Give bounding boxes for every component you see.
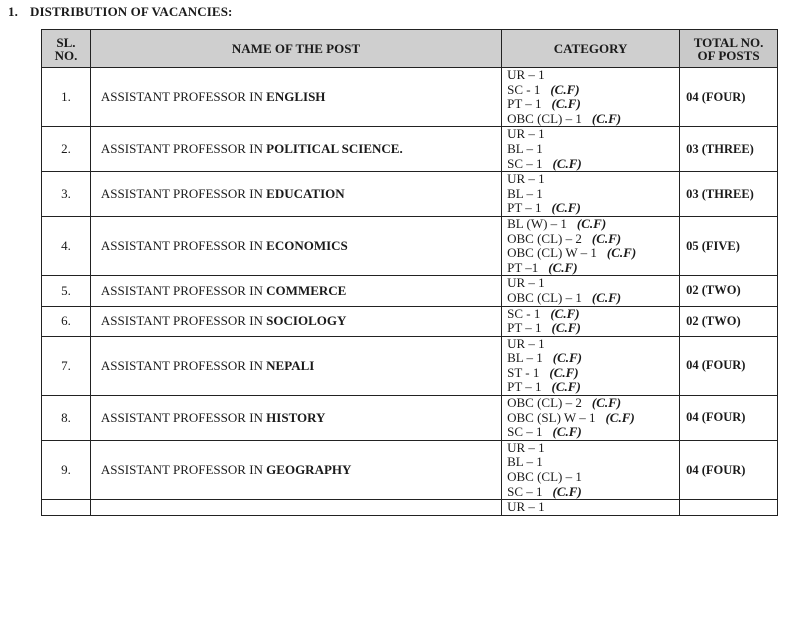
post-name-prefix: ASSISTANT PROFESSOR IN [100, 357, 267, 373]
carry-forward-marker: (C.F) [591, 230, 622, 246]
table-row [42, 127, 778, 172]
category-line [507, 396, 679, 411]
cell-category [502, 440, 680, 499]
category-text: SC – 1 [507, 483, 543, 499]
category-line [507, 455, 679, 470]
post-subject: GEOGRAPHY [266, 462, 352, 478]
post-name-prefix: ASSISTANT PROFESSOR IN [100, 186, 267, 202]
cell-total-posts: 02 (TWO) [680, 306, 778, 336]
category-text: PT – 1 [507, 96, 542, 112]
cell-total-posts: 05 (FIVE) [680, 216, 778, 275]
cell-total-posts: 04 (FOUR) [680, 336, 778, 395]
cell-sl-no: 2. [42, 127, 91, 172]
carry-forward-marker: (C.F) [550, 81, 580, 97]
post-name-prefix: ASSISTANT PROFESSOR IN [100, 282, 267, 298]
category-line [507, 261, 679, 276]
cell-post-name [90, 276, 501, 306]
category-line [507, 321, 679, 336]
table-row [42, 500, 778, 516]
category-line [507, 291, 679, 306]
category-text: BL (W) – 1 [507, 215, 567, 231]
cell-sl-no: 5. [42, 276, 91, 306]
carry-forward-marker: (C.F) [606, 245, 637, 261]
post-name-prefix: ASSISTANT PROFESSOR IN [100, 313, 267, 329]
category-text: OBC (CL) – 2 [507, 395, 582, 411]
carry-forward-marker: (C.F) [551, 96, 581, 112]
category-text: BL – 1 [507, 140, 543, 156]
section-title: DISTRIBUTION OF VACANCIES: [30, 4, 233, 19]
category-text: OBC (SL) W – 1 [507, 409, 596, 425]
cell-sl-no: 6. [42, 306, 91, 336]
post-name-prefix: ASSISTANT PROFESSOR IN [100, 141, 267, 157]
cell-sl-no: 8. [42, 396, 91, 441]
category-line [507, 380, 679, 395]
cell-sl-no: 1. [42, 68, 91, 127]
category-text: UR – 1 [507, 67, 545, 82]
post-name-prefix: ASSISTANT PROFESSOR IN [100, 238, 267, 254]
post-subject: EDUCATION [266, 186, 345, 202]
category-line [507, 276, 679, 291]
cell-sl-no [42, 500, 91, 516]
cell-category [502, 68, 680, 127]
category-line [507, 366, 679, 381]
category-line [507, 201, 679, 216]
category-line [507, 187, 679, 202]
cell-category [502, 276, 680, 306]
category-line [507, 470, 679, 485]
category-text: BL – 1 [507, 454, 543, 470]
category-line [507, 112, 679, 127]
cell-post-name [90, 336, 501, 395]
cell-category [502, 396, 680, 441]
carry-forward-marker: (C.F) [591, 110, 622, 126]
cell-post-name [90, 500, 501, 516]
post-subject: NEPALI [266, 357, 315, 373]
carry-forward-marker: (C.F) [550, 305, 580, 321]
cell-post-name [90, 172, 501, 217]
category-text: SC – 1 [507, 424, 543, 440]
category-text: UR – 1 [507, 335, 545, 351]
category-line [507, 411, 679, 426]
category-line [507, 83, 679, 98]
post-name-prefix: ASSISTANT PROFESSOR IN [100, 89, 267, 105]
category-text: OBC (CL) W – 1 [507, 245, 597, 261]
cell-sl-no: 7. [42, 336, 91, 395]
column-header-sl-no: SL. NO. [42, 30, 91, 68]
category-line [507, 441, 679, 456]
carry-forward-marker: (C.F) [605, 409, 635, 425]
table-row [42, 306, 778, 336]
cell-sl-no: 4. [42, 216, 91, 275]
cell-total-posts: 02 (TWO) [680, 276, 778, 306]
cell-category [502, 216, 680, 275]
carry-forward-marker: (C.F) [591, 289, 622, 305]
cell-category [502, 127, 680, 172]
post-name-prefix: ASSISTANT PROFESSOR IN [100, 409, 267, 425]
category-text: PT – 1 [507, 200, 542, 216]
post-subject: POLITICAL SCIENCE. [266, 141, 403, 157]
category-line [507, 172, 679, 187]
cell-category [502, 306, 680, 336]
cell-post-name [90, 127, 501, 172]
category-line [507, 425, 679, 440]
cell-post-name [90, 396, 501, 441]
carry-forward-marker: (C.F) [552, 424, 582, 440]
table-row [42, 276, 778, 306]
category-line [507, 351, 679, 366]
cell-post-name [90, 68, 501, 127]
category-text: BL – 1 [507, 185, 543, 201]
vacancy-table [41, 29, 778, 516]
table-header [42, 30, 778, 68]
cell-category [502, 172, 680, 217]
post-subject: ECONOMICS [266, 238, 348, 254]
category-line [507, 157, 679, 172]
category-line [507, 68, 679, 83]
cell-total-posts: 04 (FOUR) [680, 440, 778, 499]
category-text: UR – 1 [507, 439, 545, 455]
cell-category [502, 500, 680, 516]
post-subject: SOCIOLOGY [266, 313, 347, 329]
category-line [507, 217, 679, 232]
category-line [507, 97, 679, 112]
cell-post-name [90, 216, 501, 275]
section-number: 1. [8, 4, 18, 19]
category-line [507, 307, 679, 322]
category-line [507, 485, 679, 500]
column-header-total-posts: TOTAL NO. OF POSTS [680, 30, 778, 68]
table-row [42, 172, 778, 217]
post-subject: HISTORY [266, 409, 326, 425]
carry-forward-marker: (C.F) [551, 320, 581, 336]
cell-post-name [90, 440, 501, 499]
cell-total-posts [680, 500, 778, 516]
carry-forward-marker: (C.F) [576, 215, 607, 231]
category-text: PT –1 [507, 259, 539, 275]
carry-forward-marker: (C.F) [548, 259, 578, 275]
table-body [42, 68, 778, 516]
column-header-post-name: NAME OF THE POST [90, 30, 501, 68]
category-line [507, 500, 679, 515]
category-line [507, 232, 679, 247]
category-text: OBC (CL) – 2 [507, 230, 582, 246]
post-subject: COMMERCE [266, 282, 347, 298]
category-text: SC – 1 [507, 155, 543, 171]
category-text: OBC (CL) – 1 [507, 469, 582, 485]
cell-sl-no: 3. [42, 172, 91, 217]
table-row [42, 396, 778, 441]
carry-forward-marker: (C.F) [552, 350, 582, 366]
cell-total-posts: 04 (FOUR) [680, 396, 778, 441]
category-text: ST - 1 [507, 364, 540, 380]
cell-category [502, 336, 680, 395]
column-header-category: CATEGORY [502, 30, 680, 68]
category-text: UR – 1 [507, 126, 545, 142]
cell-sl-no: 9. [42, 440, 91, 499]
post-subject: ENGLISH [266, 89, 326, 105]
carry-forward-marker: (C.F) [549, 364, 579, 380]
category-text: UR – 1 [507, 275, 545, 291]
category-text: OBC (CL) – 1 [507, 110, 582, 126]
carry-forward-marker: (C.F) [552, 483, 582, 499]
carry-forward-marker: (C.F) [552, 155, 582, 171]
cell-total-posts: 03 (THREE) [680, 127, 778, 172]
category-text: PT – 1 [507, 320, 542, 336]
table-row [42, 440, 778, 499]
carry-forward-marker: (C.F) [551, 200, 581, 216]
category-text: OBC (CL) – 1 [507, 289, 582, 305]
category-text: UR – 1 [507, 171, 545, 187]
category-line [507, 337, 679, 352]
table-row [42, 336, 778, 395]
post-name-prefix: ASSISTANT PROFESSOR IN [100, 462, 267, 478]
category-line [507, 142, 679, 157]
category-text: BL – 1 [507, 350, 543, 366]
carry-forward-marker: (C.F) [551, 379, 581, 395]
category-text: UR – 1 [507, 499, 545, 515]
category-line [507, 127, 679, 142]
category-text: PT – 1 [507, 379, 542, 395]
cell-total-posts: 04 (FOUR) [680, 68, 778, 127]
category-text: SC - 1 [507, 81, 541, 97]
cell-post-name [90, 306, 501, 336]
category-line [507, 246, 679, 261]
category-text: SC - 1 [507, 305, 541, 321]
header-row [42, 30, 778, 68]
cell-total-posts: 03 (THREE) [680, 172, 778, 217]
section-heading [8, 4, 232, 20]
table-row [42, 216, 778, 275]
table-row [42, 68, 778, 127]
carry-forward-marker: (C.F) [591, 395, 622, 411]
